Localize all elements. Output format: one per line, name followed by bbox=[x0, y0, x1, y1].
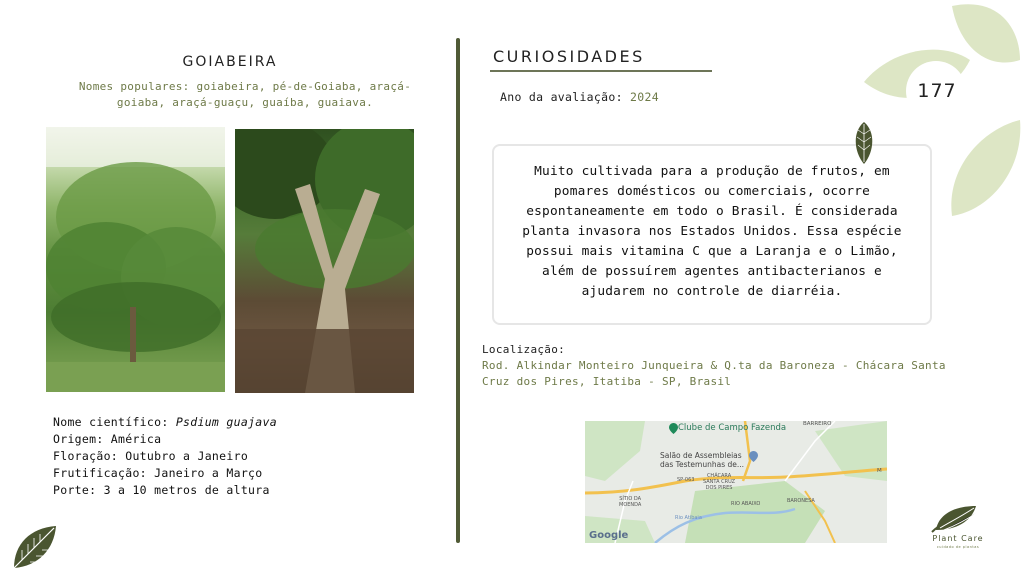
map-label-river: Rio Atibaia bbox=[675, 515, 702, 521]
location-address: Rod. Alkindar Monteiro Junqueira & Q.ta da Baroneza - Chácara Santa Cruz dos Pires, Itatiba - SP, Brasil bbox=[482, 359, 946, 388]
scientific-name: Psdium guajava bbox=[175, 415, 277, 429]
map-pin-icon bbox=[749, 451, 758, 462]
leaf-icon bbox=[10, 522, 60, 572]
size-line: Porte: 3 a 10 metros de altura bbox=[53, 483, 270, 497]
map-label-edge: M bbox=[877, 468, 882, 474]
map-pin-icon bbox=[669, 423, 678, 434]
evaluation-year: Ano da avaliação: 2024 bbox=[500, 90, 659, 104]
page-number: 177 bbox=[917, 80, 957, 102]
map-label-route: SP-063 bbox=[677, 477, 695, 483]
logo-name: Plant Care bbox=[932, 534, 984, 543]
map-label-baronesa: BARONESA bbox=[787, 498, 815, 504]
title-underline bbox=[490, 70, 712, 72]
logo-icon bbox=[922, 502, 994, 534]
flowering-line: Floração: Outubro a Janeiro bbox=[53, 449, 249, 463]
tree-photo-trunk bbox=[235, 129, 414, 393]
species-facts bbox=[53, 414, 277, 499]
map-label-club: Clube de Campo Fazenda bbox=[678, 423, 787, 433]
year-value: 2024 bbox=[630, 90, 659, 104]
map-label-sitio: SÍTIO DA MOENDA bbox=[619, 496, 642, 508]
popular-names: Nomes populares: goiabeira, pé-de-Goiaba, araçá-goiaba, araçá-guaçu, guaíba, guaiava. bbox=[78, 80, 412, 109]
fruiting-line: Frutificação: Janeiro a Março bbox=[53, 466, 263, 480]
map-label-rio-abaixo: RIO ABAIXO bbox=[731, 501, 761, 507]
google-logo: Google bbox=[589, 530, 629, 541]
map-label-chacara: CHÁCARA SANTA CRUZ DOS PIRES bbox=[703, 473, 736, 491]
species-title: GOIABEIRA bbox=[182, 54, 278, 70]
origin-line: Origem: América bbox=[53, 432, 162, 446]
location-label: Localização: bbox=[482, 343, 566, 356]
logo-tagline: cuidado de plantas bbox=[936, 545, 980, 549]
scientific-name-line: Nome científico: Psdium guajava bbox=[53, 415, 277, 429]
section-title: CURIOSIDADES bbox=[493, 47, 645, 66]
map-label-salao: Salão de Assembleias das Testemunhas de... bbox=[660, 451, 745, 469]
curiosity-text: Muito cultivada para a produção de frutos, em pomares domésticos ou comerciais, ocorre espontaneamente em todo o Brasil. É considerada planta invasora nos Estados Unidos. Essa espécie possui mais vitamina C que a Laranja e o Limão, além de possuírem agentes antibacterianos e ajudarem no controle de diarréia. bbox=[522, 164, 902, 299]
leaf-icon bbox=[852, 122, 876, 164]
tree-photo-canopy bbox=[46, 127, 225, 392]
column-divider bbox=[456, 38, 460, 543]
map-label-barreiro: BARREIRO bbox=[803, 421, 832, 427]
leaf-decoration bbox=[860, 0, 1024, 230]
location-map[interactable] bbox=[585, 421, 887, 543]
